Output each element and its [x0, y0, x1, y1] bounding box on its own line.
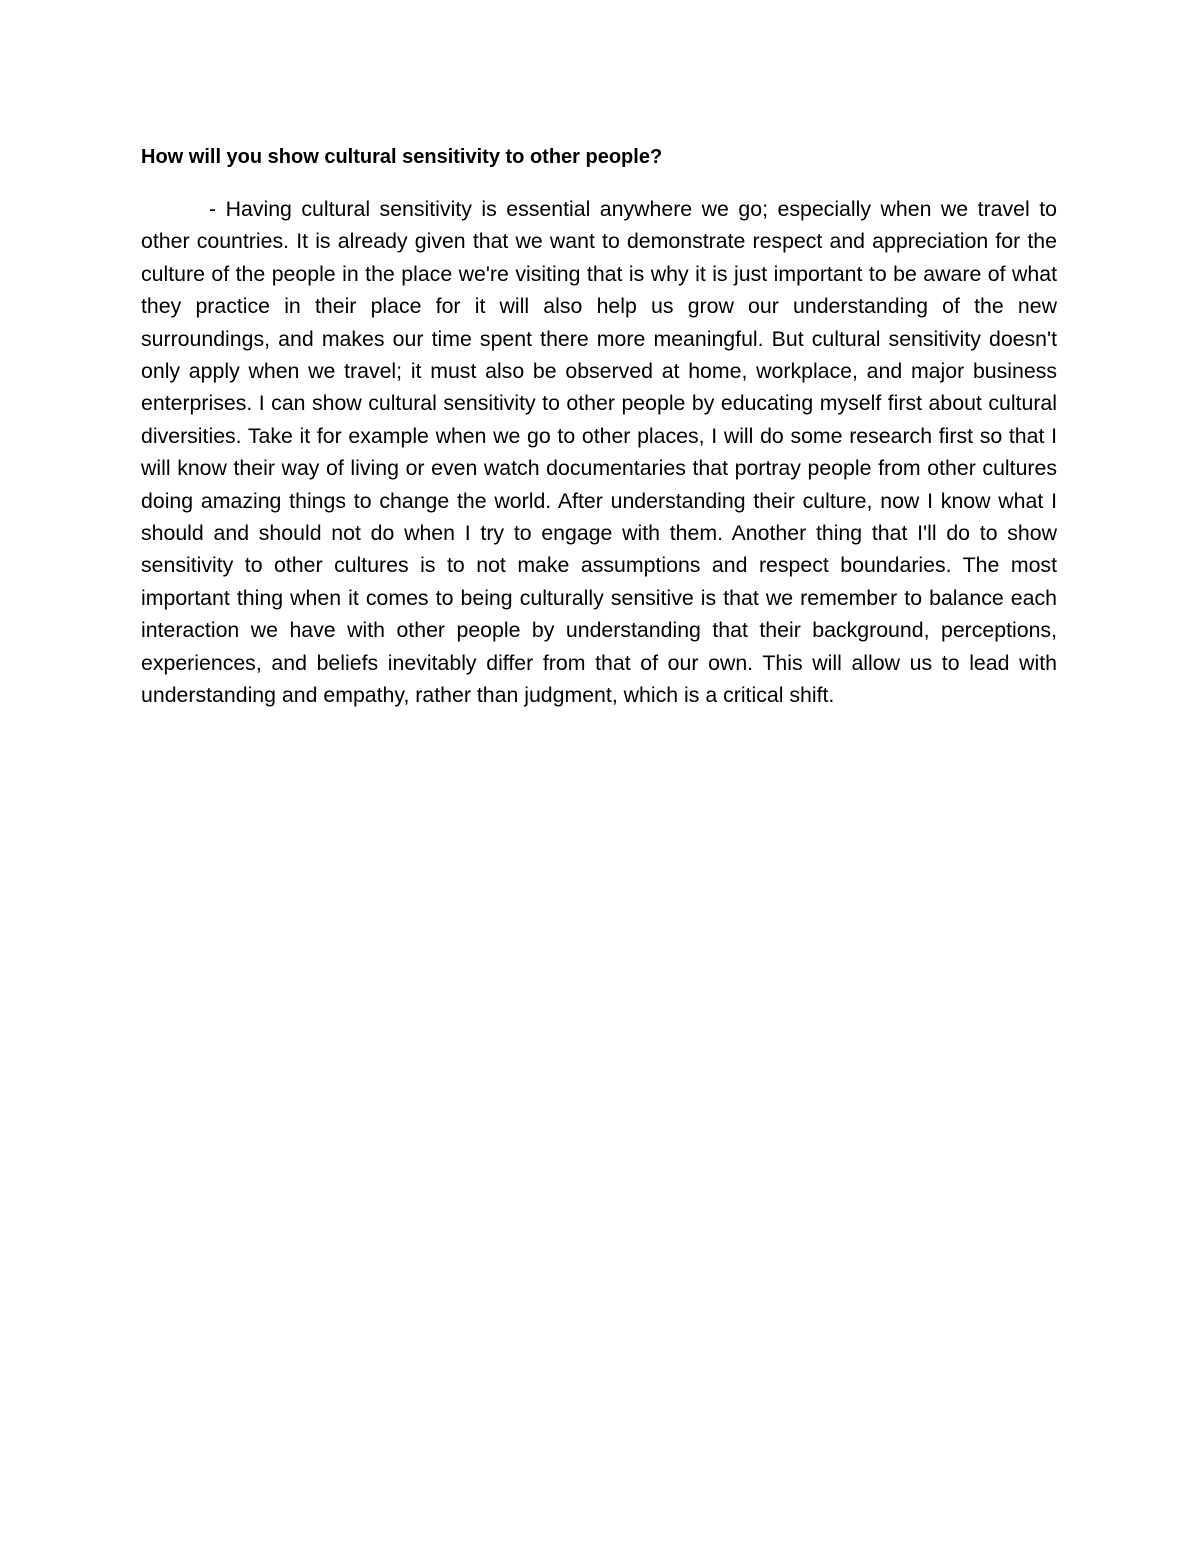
- question-heading: How will you show cultural sensitivity to other people?: [141, 146, 663, 168]
- answer-paragraph: - Having cultural sensitivity is essential anywhere we go; especially when we travel to other countries. It is already given that we want to demonstrate respect and appreciation for the culture of the people in the place we're visiting that is why it is just important to be aware of what they practice in their place for it will also help us grow our understanding of the new surroundings, and makes our time spent there more meaningful. But cultural sensitivity doesn't only apply when we travel; it must also be observed at home, workplace, and major business enterprises. I can show cultural sensitivity to other people by educating myself first about cultural diversities. Take it for example when we go to other places, I will do some research first so that I will know their way of living or even watch documentaries that portray people from other cultures doing amazing things to change the world. After understanding their culture, now I know what I should and should not do when I try to engage with them. Another thing that I'll do to show sensitivity to other cultures is to not make assumptions and respect boundaries. The most important thing when it comes to being culturally sensitive is that we remember to balance each interaction we have with other people by understanding that their background, perceptions, experiences, and beliefs inevitably differ from that of our own. This will allow us to lead with understanding and empathy, rather than judgment, which is a critical shift.: [141, 197, 1057, 708]
- document-body: [141, 141, 1057, 712]
